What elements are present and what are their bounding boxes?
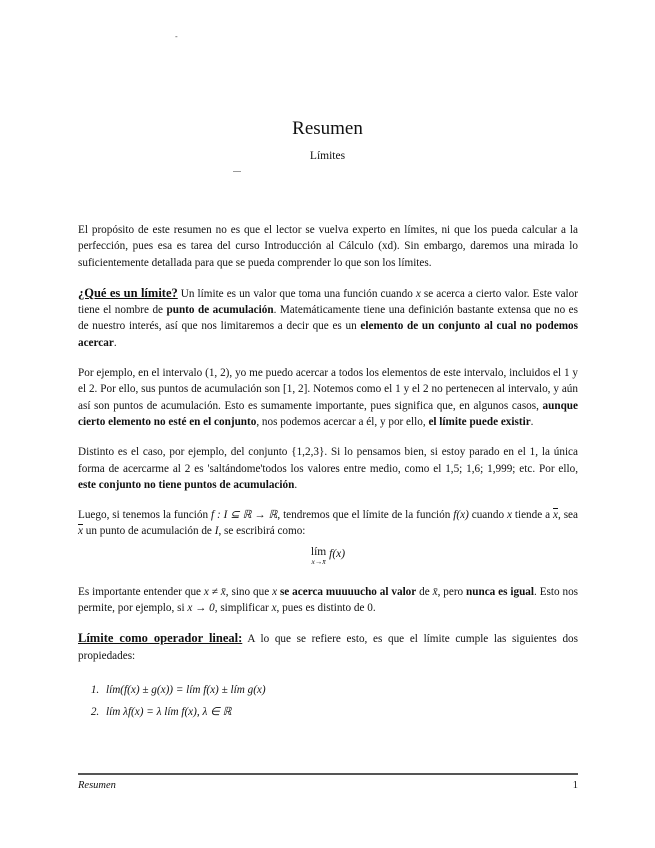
section-what-is-limit: ¿Qué es un límite? Un límite es un valor que toma una función cuando x se acerca a cierto valor. Este valor tiene el nombre de punto de acumulación. Matemáticamente tiene una definición bastante extensa que no es de nuestro interés, así que nos limitaremos a decir que es un elemento de un conjunto al cual no podemos acercar. bbox=[78, 285, 578, 349]
section-heading: ¿Qué es un límite? bbox=[78, 285, 178, 300]
page-number: 1 bbox=[572, 780, 578, 791]
properties-list bbox=[78, 682, 578, 721]
bold-term: elemento de un conjunto al cual no podemos acercar bbox=[78, 320, 578, 349]
example-interval-paragraph: Por ejemplo, en el intervalo (1, 2), yo me puedo acercar a todos los elementos de este intervalo, incluidos el 1 y el 2. Por ello, sus puntos de acumulación son [1, 2]. Notemos como el 1 y el 2 no pertenecen al intervalo, y aún así son puntos de acumulación. Esto es sumamente importante, pues significa que, en algunos casos, aunque cierto elemento no esté en el conjunto, nos podemos acercar a él, y por ello, el límite puede existir. bbox=[78, 367, 579, 428]
important-note-paragraph: Es importante entender que x ≠ x̄, sino que x se acerca muuuucho al valor de x̄, pero nunca es igual. Esto nos permite, por ejemplo, si x → 0, simplificar x, pues es distinto de 0. bbox=[78, 585, 579, 615]
footer-title: Resumen bbox=[78, 780, 116, 791]
bold-term: este conjunto no tiene puntos de acumulación bbox=[78, 478, 295, 491]
lim-operator: lím x→x̄ bbox=[310, 545, 327, 566]
document-subtitle: Límites bbox=[309, 150, 346, 162]
function-limit-paragraph: Luego, si tenemos la función f : I ⊆ ℝ → ℝ, tendremos que el límite de la función f(x) cuando x tiende a $\overline{x}$, sea $\overline{x}$ un punto de acumulación de I, se escribirá como: bbox=[78, 509, 578, 538]
display-equation: lím x→x̄ f(x) bbox=[310, 545, 346, 566]
bold-term: punto de acumulación bbox=[166, 304, 274, 317]
example-set-paragraph: Distinto es el caso, por ejemplo, del conjunto {1,2,3}. Si lo pensamos bien, si estoy parado en el 1, la única forma de acercarme al 2 es 'saltándome'todos los valores entre medio, como el 1,5; 1,6; 1,999; etc. Por ello, este conjunto no tiene puntos de acumulación. bbox=[78, 446, 578, 491]
section-heading: Límite como operador lineal: bbox=[78, 631, 243, 646]
footer-divider bbox=[78, 773, 578, 775]
bold-term: el límite puede existir bbox=[428, 415, 531, 428]
bold-term: aunque cierto elemento no esté en el conjunto bbox=[78, 399, 578, 428]
decorative-dash bbox=[233, 171, 241, 172]
bold-term: se acerca muuuucho al valor bbox=[279, 585, 417, 598]
property-item: 2. lím λf(x) = λ lím f(x), λ ∈ ℝ bbox=[102, 704, 578, 720]
section-linear-operator: Límite como operador lineal: A lo que se refiere esto, es que el límite cumple las siguientes dos propiedades: bbox=[78, 631, 578, 662]
document-title: Resumen bbox=[292, 118, 363, 139]
intro-paragraph: El propósito de este resumen no es que el lector se vuelva experto en límites, ni que los pueda calcular a la perfección, pues esa es tarea del curso Introducción al Cálculo (xd). Sin embargo, daremos una mirada lo suficientemente detallada para que se pueda comprender lo que son los límites. bbox=[78, 224, 578, 269]
bold-term: nunca es igual bbox=[466, 585, 535, 598]
property-item: 1. lím(f(x) ± g(x)) = lím f(x) ± lím g(x) bbox=[102, 682, 578, 698]
stray-mark: - bbox=[175, 32, 178, 41]
document-body bbox=[78, 222, 578, 727]
